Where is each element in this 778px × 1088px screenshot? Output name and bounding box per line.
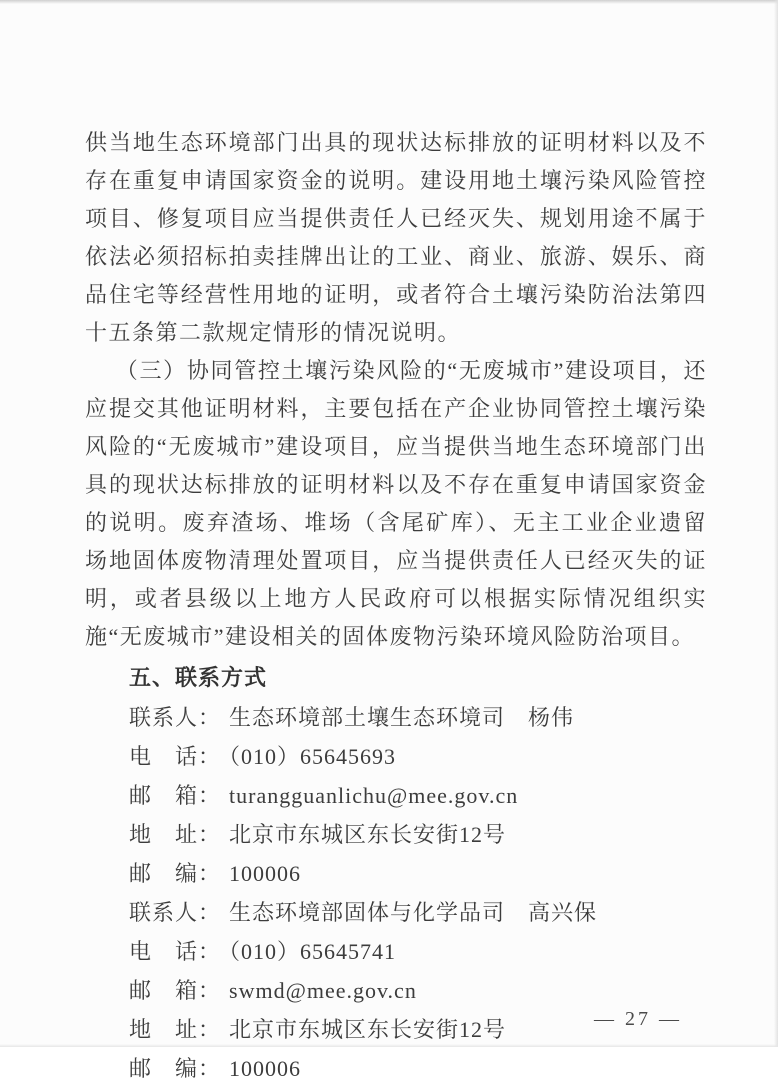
paragraph-continuation: 供当地生态环境部门出具的现状达标排放的证明材料以及不存在重复申请国家资金的说明。建设用地土壤污染风险管控项目、修复项目应当提供责任人已经灭失、规划用途不属于依法必须招标拍卖挂牌出让的工业、商业、旅游、娱乐、商品住宅等经营性用地的证明，或者符合土壤污染防治法第四十五条第二款规定情形的情况说明。 bbox=[85, 130, 707, 345]
page-number: — 27 — bbox=[594, 1008, 682, 1030]
contact-block-soil-department bbox=[85, 698, 707, 893]
contact-label: 地 址： bbox=[129, 1017, 222, 1042]
contact-value: （010）65645693 bbox=[229, 744, 397, 769]
contact-block-solid-waste-department bbox=[85, 893, 707, 1088]
contact-row-zipcode bbox=[85, 1049, 707, 1088]
contact-row-phone bbox=[85, 737, 707, 776]
contact-value: 北京市东城区东长安街12号 bbox=[229, 1017, 507, 1042]
contact-value: swmd@mee.gov.cn bbox=[229, 978, 417, 1003]
contact-value: 100006 bbox=[229, 861, 302, 886]
contact-label: 联系人： bbox=[129, 900, 222, 925]
contact-value: 生态环境部土壤生态环境司 杨伟 bbox=[229, 705, 575, 730]
contact-label: 邮 编： bbox=[129, 1056, 222, 1081]
contact-value: 生态环境部固体与化学品司 高兴保 bbox=[229, 900, 598, 925]
contact-row-phone bbox=[85, 932, 707, 971]
contact-value: 100006 bbox=[229, 1056, 302, 1081]
section-heading-contact-info: 五、联系方式 bbox=[129, 665, 268, 690]
contact-row-email bbox=[85, 776, 707, 815]
document-body bbox=[85, 124, 707, 1088]
contact-label: 电 话： bbox=[129, 744, 222, 769]
contact-label: 地 址： bbox=[129, 822, 222, 847]
contact-row-zipcode bbox=[85, 854, 707, 893]
contact-label: 联系人： bbox=[129, 705, 222, 730]
contact-row-address bbox=[85, 815, 707, 854]
paragraph-item-three: （三）协同管控土壤污染风险的“无废城市”建设项目，还应提交其他证明材料，主要包括在产企业协同管控土壤污染风险的“无废城市”建设项目，应当提供当地生态环境部门出具的现状达标排放的证明材料以及不存在重复申请国家资金的说明。废弃渣场、堆场（含尾矿库）、无主工业企业遗留场地固体废物清理处置项目，应当提供责任人已经灭失的证明，或者县级以上地方人民政府可以根据实际情况组织实施“无废城市”建设相关的固体废物污染环境风险防治项目。 bbox=[85, 358, 707, 649]
contact-label: 邮 箱： bbox=[129, 783, 222, 808]
contact-row-person bbox=[85, 893, 707, 932]
contact-value: 北京市东城区东长安街12号 bbox=[229, 822, 507, 847]
contact-row-person bbox=[85, 698, 707, 737]
contact-value: turangguanlichu@mee.gov.cn bbox=[229, 783, 519, 808]
scan-edge-top bbox=[0, 0, 778, 4]
contact-label: 邮 箱： bbox=[129, 978, 222, 1003]
contact-label: 电 话： bbox=[129, 939, 222, 964]
contact-row-email bbox=[85, 971, 707, 1010]
contact-label: 邮 编： bbox=[129, 861, 222, 886]
scan-edge-right bbox=[774, 0, 778, 1047]
contact-value: （010）65645741 bbox=[229, 939, 397, 964]
